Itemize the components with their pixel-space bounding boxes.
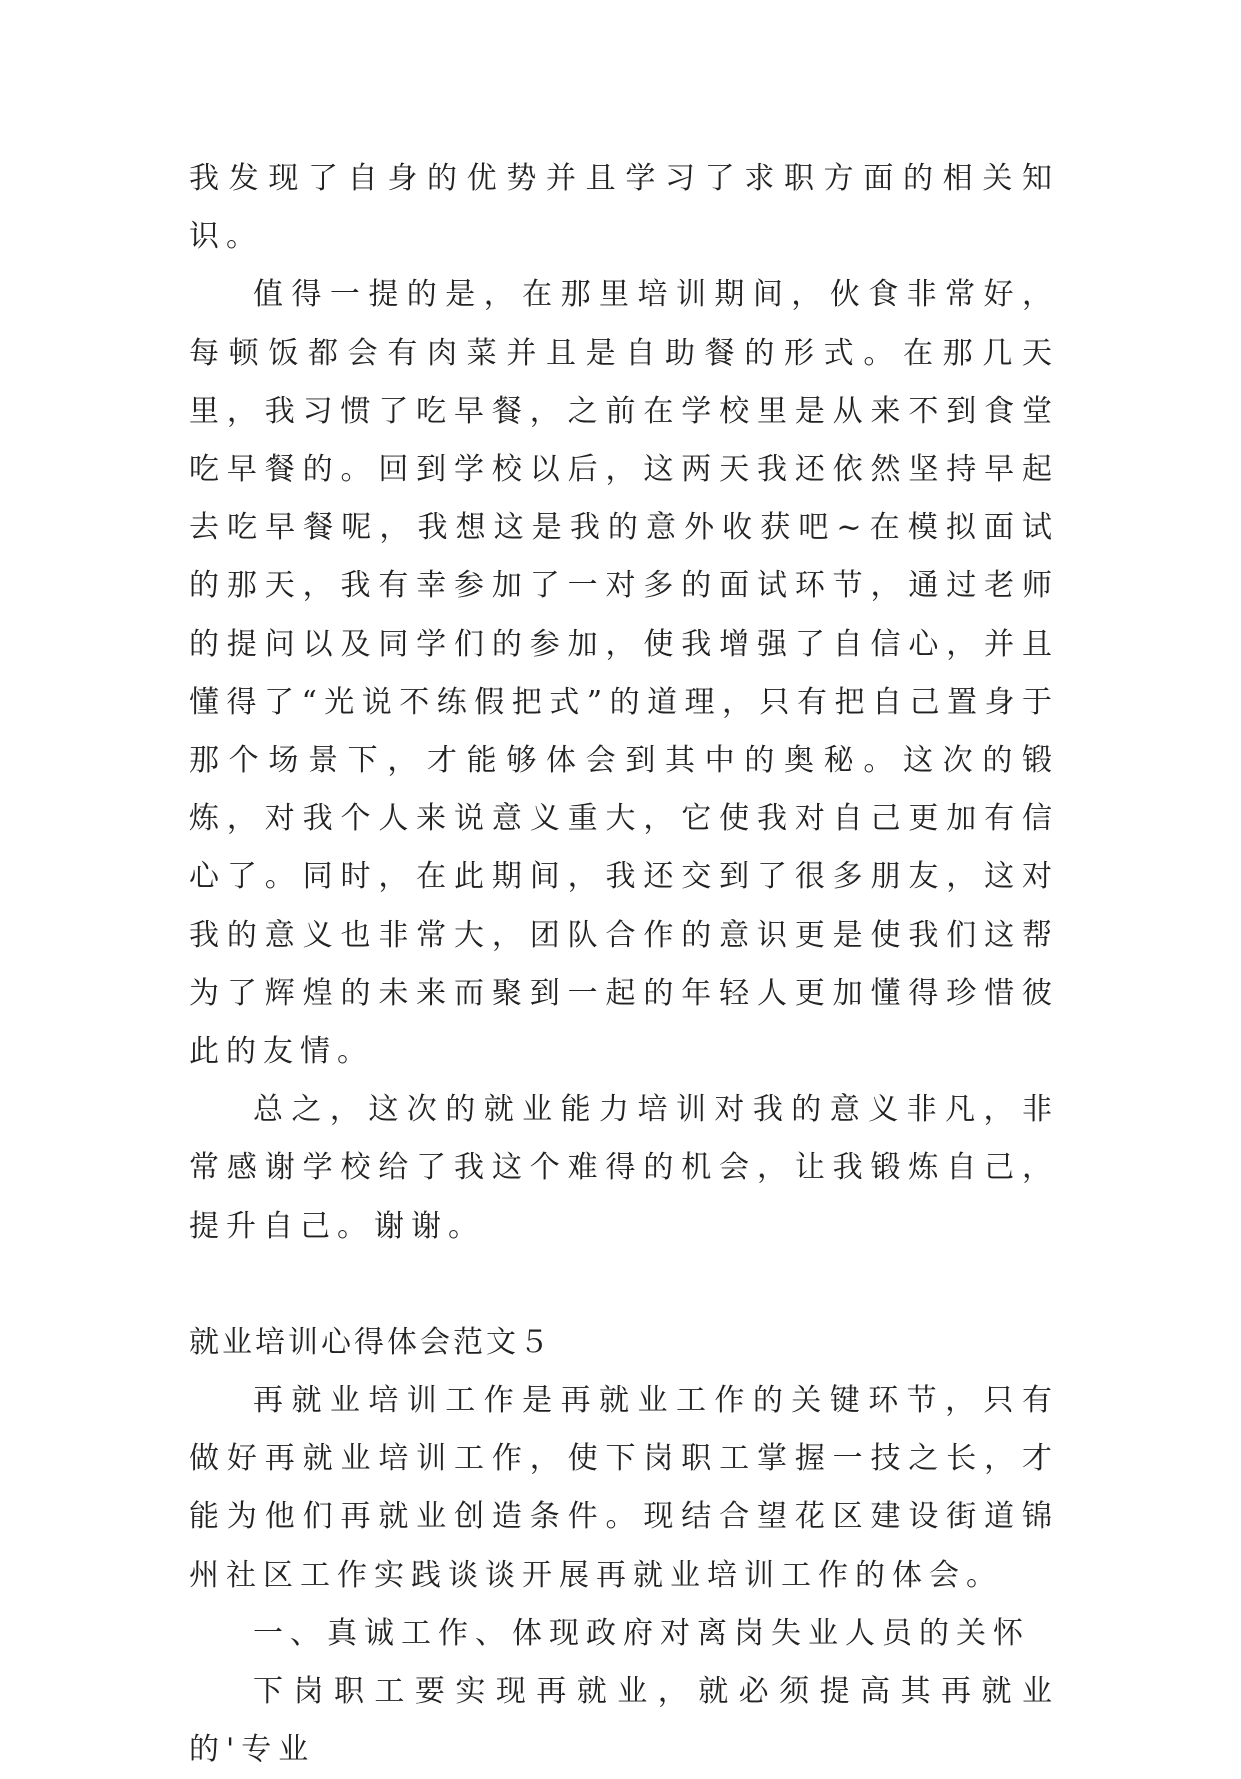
document-body [189, 150, 1059, 1779]
paragraph-2: 值得一提的是，在那里培训期间，伙食非常好，每顿饭都会有肉菜并且是自助餐的形式。在那几天里，我习惯了吃早餐，之前在学校里是从来不到食堂吃早餐的。回到学校以后，这两天我还依然坚持早起去吃早餐呢，我想这是我的意外收获吧~在模拟面试的那天，我有幸参加了一对多的面试环节，通过老师的提问以及同学们的参加，使我增强了自信心，并且懂得了“光说不练假把式”的道理，只有把自己置身于那个场景下，才能够体会到其中的奥秘。这次的锻炼，对我个人来说意义重大，它使我对自己更加有信心了。同时，在此期间，我还交到了很多朋友，这对我的意义也非常大，团队合作的意识更是使我们这帮为了辉煌的未来而聚到一起的年轻人更加懂得珍惜彼此的友情。 [189, 277, 1059, 1070]
section-paragraph-1: 再就业培训工作是再就业工作的关键环节，只有做好再就业培训工作，使下岗职工掌握一技之长，才能为他们再就业创造条件。现结合望花区建设街道锦州社区工作实践谈谈开展再就业培训工作的体会。 [189, 1383, 1059, 1593]
section-paragraph-2: 下岗职工要实现再就业，就必须提高其再就业的'专业 [189, 1674, 1059, 1768]
section-title: 就业培训心得体会范文５ [189, 1324, 552, 1360]
paragraph-1: 我发现了自身的优势并且学习了求职方面的相关知识。 [189, 161, 1059, 255]
section-subheading: 一、真诚工作、体现政府对离岗失业人员的关怀 [253, 1615, 1030, 1651]
paragraph-3: 总之，这次的就业能力培训对我的意义非凡，非常感谢学校给了我这个难得的机会，让我锻炼自己，提升自己。谢谢。 [189, 1092, 1059, 1244]
